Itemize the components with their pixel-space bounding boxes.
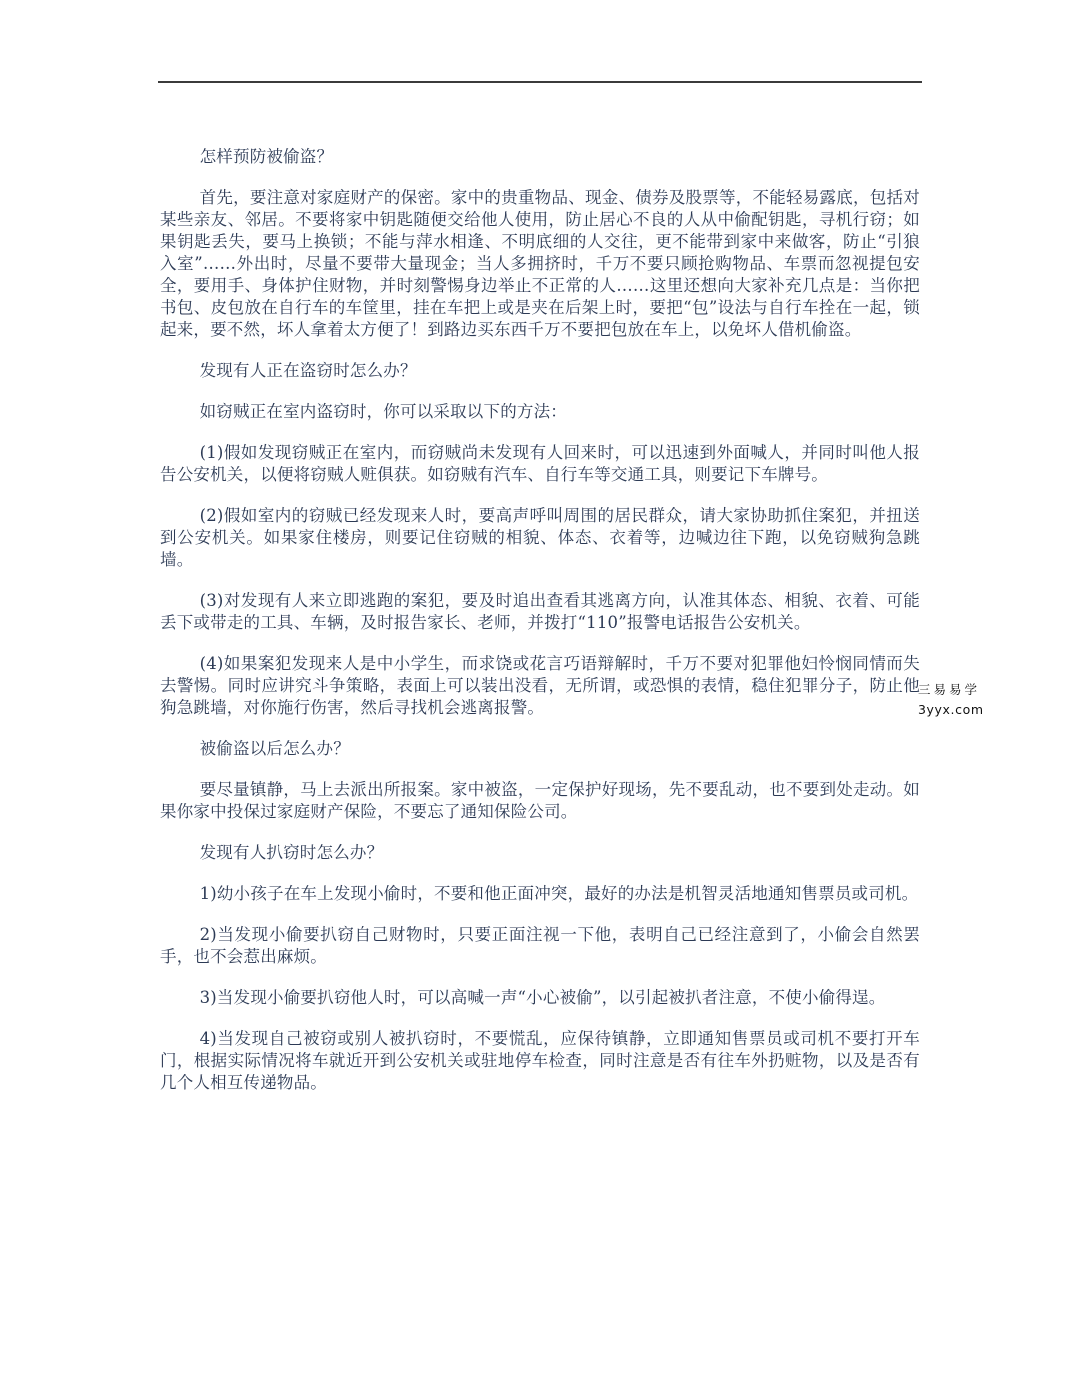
paragraph-pickpocket-2: 2)当发现小偷要扒窃自己财物时，只要正面注视一下他，表明自己已经注意到了，小偷会自然罢手，也不会惹出麻烦。 [160, 925, 920, 966]
paragraph-burglary-step-3: (3)对发现有人来立即逃跑的案犯，要及时追出查看其逃离方向，认准其体态、相貌、衣着、可能丢下或带走的工具、车辆，及时报告家长、老师，并拨打“110”报警电话报告公安机关。 [160, 591, 920, 632]
section-heading-pickpocket: 发现有人扒窃时怎么办？ [199, 843, 384, 862]
paragraph-pickpocket-3: 3)当发现小偷要扒窃他人时，可以高喊一声“小心被偷”，以引起被扒者注意，不使小偷得逞。 [199, 988, 886, 1007]
article-body [160, 146, 920, 1094]
section-heading-burglary-in-progress: 发现有人正在盗窃时怎么办？ [199, 361, 417, 380]
paragraph-burglary-step-1: (1)假如发现窃贼正在室内，而窃贼尚未发现有人回来时，可以迅速到外面喊人，并同时叫他人报告公安机关，以便将窃贼人赃俱获。如窃贼有汽车、自行车等交通工具，则要记下车牌号。 [160, 443, 920, 484]
watermark-title: 三易易学 [918, 682, 981, 697]
header-rule [158, 81, 922, 83]
paragraph-pickpocket-4: 4)当发现自己被窃或别人被扒窃时，不要慌乱，应保待镇静，立即通知售票员或司机不要打开车门，根据实际情况将车就近开到公安机关或驻地停车检查，同时注意是否有往车外扔赃物，以及是否有几个人相互传递物品。 [160, 1029, 920, 1092]
paragraph-pickpocket-1: 1)幼小孩子在车上发现小偷时，不要和他正面冲突，最好的办法是机智灵活地通知售票员或司机。 [199, 884, 919, 903]
section-heading-prevent-theft: 怎样预防被偷盗？ [199, 147, 334, 166]
paragraph-burglary-step-2: (2)假如室内的窃贼已经发现来人时，要高声呼叫周围的居民群众，请大家协助抓住案犯，并扭送到公安机关。如果家住楼房，则要记住窃贼的相貌、体态、衣着等，边喊边往下跑，以免窃贼狗急跳墙。 [160, 506, 920, 569]
paragraph-burglary-step-4: (4)如果案犯发现来人是中小学生，而求饶或花言巧语辩解时，千万不要对犯罪他妇怜悯同情而失去警惕。同时应讲究斗争策略，表面上可以装出没看，无所谓，或恐惧的表情，稳住犯罪分子，防止他狗急跳墙，对你施行伤害，然后寻找机会逃离报警。 [160, 654, 920, 717]
site-watermark [918, 680, 984, 720]
paragraph-prevention-tips: 首先，要注意对家庭财产的保密。家中的贵重物品、现金、债券及股票等，不能轻易露底，包括对某些亲友、邻居。不要将家中钥匙随便交给他人使用，防止居心不良的人从中偷配钥匙，寻机行窃；如果钥匙丢失，要马上换锁；不能与萍水相逢、不明底细的人交往，更不能带到家中来做客，防止“引狼入室”……外出时，尽量不要带大量现金；当人多拥挤时，千万不要只顾抢购物品、车票而忽视提包安全，要用手、身体护住财物，并时刻警惕身边举止不正常的人……这里还想向大家补充几点是：当你把书包、皮包放在自行车的车筐里，挂在车把上或是夹在后架上时，要把“包”设法与自行车拴在一起，锁起来，要不然，坏人拿着太方便了！到路边买东西千万不要把包放在车上，以免坏人借机偷盗。 [160, 188, 920, 339]
section-heading-after-theft: 被偷盗以后怎么办？ [199, 739, 350, 758]
paragraph-burglary-intro: 如窃贼正在室内盗窃时，你可以采取以下的方法： [199, 402, 567, 421]
paragraph-after-theft: 要尽量镇静，马上去派出所报案。家中被盗，一定保护好现场，先不要乱动，也不要到处走动。如果你家中投保过家庭财产保险，不要忘了通知保险公司。 [160, 780, 920, 821]
watermark-url: 3yyx.com [918, 702, 984, 717]
